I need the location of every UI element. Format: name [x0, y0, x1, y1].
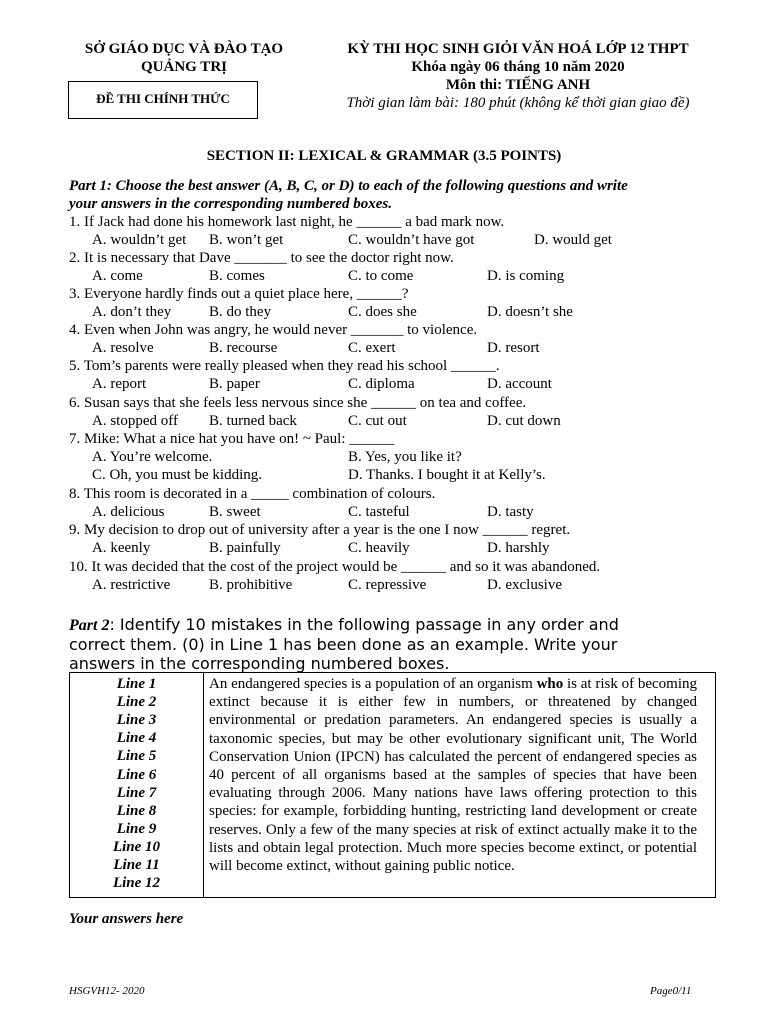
question-option: B. sweet [209, 504, 261, 520]
exam-title: KỲ THI HỌC SINH GIỎI VĂN HOÁ LỚP 12 THPT [347, 41, 689, 57]
question-stem: 3. Everyone hardly finds out a quiet place here, ______? [69, 286, 409, 302]
question-option: A. resolve [92, 340, 154, 356]
question-stem: 4. Even when John was angry, he would never _______ to violence. [69, 322, 478, 338]
answers-label: Your answers here [69, 911, 184, 927]
question-option: A. wouldn’t get [92, 232, 187, 248]
question-stem: 5. Tom’s parents were really pleased when they read his school ______. [69, 358, 500, 374]
question-option: D. cut down [487, 413, 561, 429]
line-label: Line 4 [116, 730, 157, 746]
page-number: Page0/11 [650, 985, 692, 997]
question-option: A. report [92, 376, 147, 392]
question-option: D. tasty [487, 504, 534, 520]
question-option: C. heavily [348, 540, 410, 556]
question-stem: 10. It was decided that the cost of the project would be ______ and so it was abandoned. [69, 559, 601, 575]
passage-example-word: who [536, 676, 564, 692]
question-option: C. to come [348, 268, 414, 284]
line-label: Line 2 [116, 694, 157, 710]
province-name: QUẢNG TRỊ [141, 59, 227, 75]
part2-label: Part 2 [69, 617, 110, 634]
question-stem: 1. If Jack had done his homework last night, he ______ a bad mark now. [69, 214, 505, 230]
passage-text-start: An endangered species is a population of an organism [209, 676, 537, 692]
question-option: C. cut out [348, 413, 407, 429]
question-option: B. won’t get [209, 232, 284, 248]
question-option: A. stopped off [92, 413, 178, 429]
question-option: C. wouldn’t have got [348, 232, 475, 248]
question-option: D. resort [487, 340, 540, 356]
line-label: Line 12 [112, 875, 161, 891]
question-option: A. keenly [92, 540, 151, 556]
part2-instruction [69, 615, 669, 673]
exam-date: Khóa ngày 06 tháng 10 năm 2020 [411, 59, 625, 75]
question-option: D. doesn’t she [487, 304, 573, 320]
line-label: Line 6 [116, 767, 157, 783]
line-label: Line 11 [113, 857, 160, 873]
question-option: C. Oh, you must be kidding. [92, 467, 263, 483]
question-option: A. restrictive [92, 577, 171, 593]
line-number-column [70, 673, 204, 897]
question-option: C. repressive [348, 577, 427, 593]
question-option: D. Thanks. I bought it at Kelly’s. [348, 467, 546, 483]
question-option: C. does she [348, 304, 417, 320]
question-stem: 7. Mike: What a nice hat you have on! ~ Paul: ______ [69, 431, 395, 447]
question-option: B. Yes, you like it? [348, 449, 462, 465]
part1-instruction-line: Part 1: Choose the best answer (A, B, C, or D) to each of the following questions and write [69, 178, 628, 194]
question-option: A. You’re welcome. [92, 449, 213, 465]
question-option: A. delicious [92, 504, 165, 520]
question-option: D. account [487, 376, 552, 392]
line-label: Line 10 [112, 839, 161, 855]
question-option: B. do they [209, 304, 272, 320]
question-option: B. paper [209, 376, 260, 392]
exam-subject: Môn thi: TIẾNG ANH [445, 77, 591, 93]
part1-instruction-line: your answers in the corresponding numbered boxes. [69, 196, 392, 212]
question-option: A. don’t they [92, 304, 172, 320]
question-stem: 2. It is necessary that Dave _______ to see the doctor right now. [69, 250, 454, 266]
passage-text [209, 675, 697, 875]
official-exam-label: ĐỀ THI CHÍNH THỨC [96, 91, 230, 106]
question-option: B. recourse [209, 340, 278, 356]
question-option: C. exert [348, 340, 396, 356]
question-option: B. turned back [209, 413, 297, 429]
line-label: Line 1 [116, 676, 157, 692]
question-option: A. come [92, 268, 143, 284]
official-exam-box [68, 81, 258, 119]
question-option: C. diploma [348, 376, 415, 392]
line-label: Line 7 [116, 785, 157, 801]
passage-text-rest: is at risk of becoming extinct because it is either few in numbers, or threatened by changed environmental or predation parameters. An endangered species is usually a taxonomic species, but may be other evolutionary significant unit, The World Conservation Union (IPCN) has calculated the percent of endangered species as 40 percent of all organisms based at the samples of species that have been evaluating through 2006. Many nations have laws offering protection to this species: for example, forbidding hunting, restricting land development or create reserves. Only a few of the many species at risk of extinct actually make it to the lists and obtain legal protection. Much more species become extinct, or potential will become extinct, without gaining public notice. [209, 676, 697, 875]
exam-header [318, 40, 718, 112]
question-option: B. painfully [209, 540, 281, 556]
question-option: D. harshly [487, 540, 550, 556]
question-option: C. tasteful [348, 504, 410, 520]
passage-table [69, 672, 716, 898]
line-label: Line 3 [116, 712, 157, 728]
department-name: SỞ GIÁO DỤC VÀ ĐÀO TẠO [84, 41, 284, 57]
department-header [64, 40, 304, 76]
question-stem: 9. My decision to drop out of university after a year is the one I now ______ regret. [69, 522, 571, 538]
footer-code: HSGVH12- 2020 [69, 985, 145, 997]
exam-duration: Thời gian làm bài: 180 phút (không kể thời gian giao đề) [346, 95, 690, 111]
question-stem: 8. This room is decorated in a _____ combination of colours. [69, 486, 436, 502]
question-stem: 6. Susan says that she feels less nervous since she ______ on tea and coffee. [69, 395, 527, 411]
part2-instruction-text: : Identify 10 mistakes in the following passage in any order and correct them. (0) in Line 1 has been done as an example. Write your answers in the corresponding numbered boxes. [69, 615, 619, 673]
question-option: D. is coming [487, 268, 565, 284]
part1-instruction [69, 177, 709, 213]
section-title: SECTION II: LEXICAL & GRAMMAR (3.5 POINTS) [206, 148, 562, 164]
question-option: B. prohibitive [209, 577, 293, 593]
line-label: Line 8 [116, 803, 157, 819]
line-label: Line 5 [116, 748, 157, 764]
question-option: B. comes [209, 268, 265, 284]
question-option: D. would get [534, 232, 612, 248]
line-label: Line 9 [116, 821, 157, 837]
question-option: D. exclusive [487, 577, 562, 593]
